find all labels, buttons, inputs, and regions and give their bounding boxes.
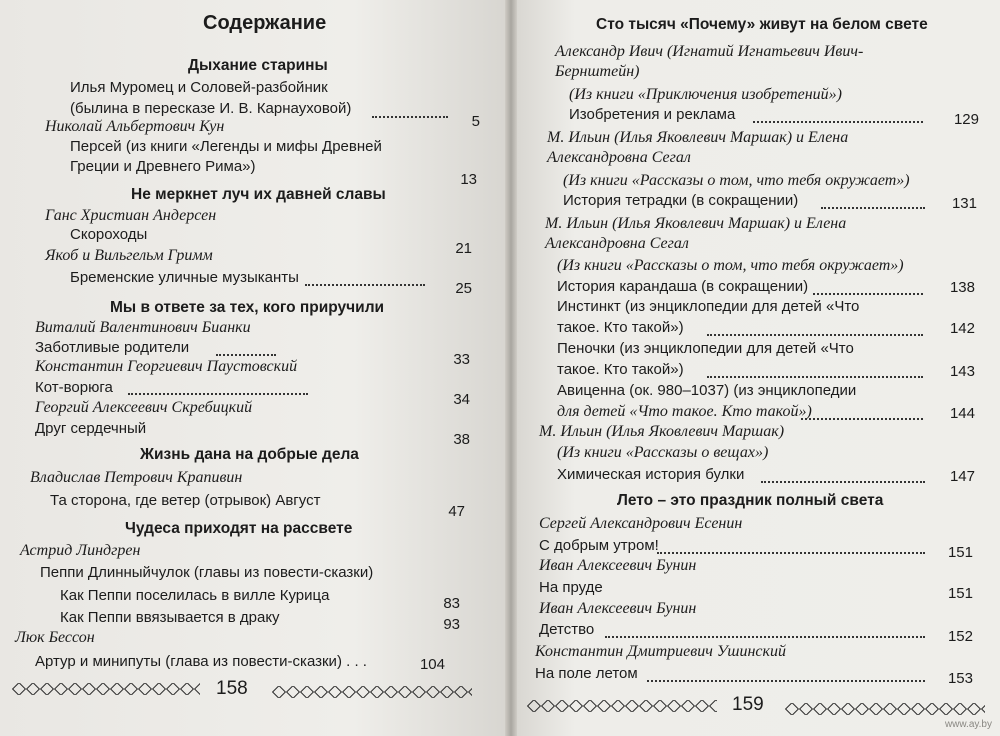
- ornament-border: [12, 683, 200, 695]
- page-ref: 93: [443, 616, 460, 633]
- author-name: Александровна Сегал: [545, 235, 689, 252]
- entry-title: Инстинкт (из энциклопедии для детей «Что: [557, 298, 860, 315]
- page-ref: 143: [949, 363, 975, 380]
- page-ref: 152: [947, 628, 973, 645]
- source-book: (Из книги «Рассказы о том, что тебя окружает»): [563, 172, 910, 189]
- entry-title: Химическая история булки: [557, 466, 745, 483]
- page-ref: 25: [455, 280, 472, 297]
- page-title: Содержание: [203, 12, 327, 34]
- entry-title: Детство: [539, 621, 595, 638]
- entry-title: На поле летом: [535, 665, 638, 682]
- leader-dots: [657, 552, 925, 554]
- book-gutter: [505, 0, 517, 736]
- section-heading: Не меркнет луч их давней славы: [131, 186, 386, 203]
- author-name: Люк Бессон: [15, 629, 95, 646]
- entry-title: такое. Кто такой»): [557, 319, 684, 336]
- entry-title: Скороходы: [70, 226, 148, 243]
- entry-title: История карандаша (в сокращении): [557, 278, 809, 295]
- entry-title: На пруде: [539, 579, 603, 596]
- leader-dots: [305, 284, 425, 286]
- leader-dots: [128, 393, 308, 395]
- entry-title: такое. Кто такой»): [557, 361, 684, 378]
- author-name: Георгий Алексеевич Скребицкий: [35, 399, 253, 416]
- page-ref: 5: [471, 113, 480, 130]
- entry-title: Кот-ворюга: [35, 379, 113, 396]
- page-ref: 142: [949, 320, 975, 337]
- leader-dots: [801, 418, 923, 420]
- author-name: М. Ильин (Илья Яковлевич Маршак) и Елена: [547, 129, 849, 146]
- page-ref: 104: [419, 656, 445, 673]
- ornament-border: [785, 703, 985, 715]
- leader-dots: [707, 334, 923, 336]
- ornament-border: [272, 686, 472, 698]
- entry-title: Илья Муромец и Соловей-разбойник: [70, 79, 328, 96]
- entry-title: С добрым утром!: [539, 537, 659, 554]
- page-ref: 153: [947, 670, 973, 687]
- leader-dots: [761, 481, 925, 483]
- author-name: Астрид Линдгрен: [20, 542, 141, 559]
- leader-dots: [753, 121, 923, 123]
- source-book: (Из книги «Рассказы о вещах»): [557, 444, 769, 461]
- watermark: www.ay.by: [944, 719, 992, 730]
- page-ref: 34: [453, 391, 470, 408]
- entry-title: Артур и минипуты (глава из повести-сказки) . . .: [35, 653, 367, 670]
- author-name: Бернштейн): [555, 63, 640, 80]
- entry-title: Авиценна (ок. 980–1037) (из энциклопедии: [557, 382, 857, 399]
- entry-title: Греции и Древнего Рима»): [70, 158, 256, 175]
- author-name: Константин Дмитриевич Ушинский: [535, 643, 787, 660]
- author-name: Иван Алексеевич Бунин: [539, 557, 697, 574]
- entry-title: Пеппи Длинныйчулок (главы из повести-сказки): [40, 564, 374, 581]
- author-name: Николай Альбертович Кун: [45, 118, 225, 135]
- author-name: Иван Алексеевич Бунин: [539, 600, 697, 617]
- page-ref: 151: [947, 585, 973, 602]
- author-name: Константин Георгиевич Паустовский: [35, 358, 298, 375]
- leader-dots: [647, 680, 925, 682]
- page-number: 159: [732, 694, 764, 715]
- entry-title: Пеночки (из энциклопедии для детей «Что: [557, 340, 854, 357]
- page-ref: 129: [953, 111, 979, 128]
- author-name: Виталий Валентинович Бианки: [35, 319, 251, 336]
- entry-title: История тетрадки (в сокращении): [563, 192, 799, 209]
- page-ref: 47: [448, 503, 465, 520]
- entry-title: Та сторона, где ветер (отрывок) Август: [50, 492, 321, 509]
- author-name: М. Ильин (Илья Яковлевич Маршак) и Елена: [545, 215, 847, 232]
- author-name: Александровна Сегал: [547, 149, 691, 166]
- leader-dots: [813, 293, 923, 295]
- page-ref: 147: [949, 468, 975, 485]
- section-heading: Жизнь дана на добрые дела: [140, 446, 359, 463]
- entry-title: Изобретения и реклама: [569, 106, 736, 123]
- page-ref: 21: [455, 240, 472, 257]
- entry-title: Друг сердечный: [35, 420, 147, 437]
- page-ref: 38: [453, 431, 470, 448]
- page-ref: 83: [443, 595, 460, 612]
- page-ref: 13: [460, 171, 477, 188]
- page-ref: 131: [951, 195, 977, 212]
- entry-title: Персей (из книги «Легенды и мифы Древней: [70, 138, 382, 155]
- right-page: [517, 0, 1000, 736]
- ornament-border: [527, 700, 717, 712]
- author-name: Якоб и Вильгельм Гримм: [45, 247, 213, 264]
- leader-dots: [605, 636, 925, 638]
- author-name: Александр Ивич (Игнатий Игнатьевич Ивич-: [555, 43, 864, 60]
- leader-dots: [216, 354, 276, 356]
- entry-title: Заботливые родители: [35, 339, 190, 356]
- leader-dots: [372, 116, 448, 118]
- author-name: Сергей Александрович Есенин: [539, 515, 743, 532]
- author-name: Владислав Петрович Крапивин: [30, 469, 243, 486]
- leader-dots: [707, 376, 923, 378]
- entry-title: Как Пеппи ввязывается в драку: [60, 609, 280, 626]
- entry-title: для детей «Что такое. Кто такой»): [557, 403, 812, 420]
- entry-title: Как Пеппи поселилась в вилле Курица: [60, 587, 330, 604]
- entry-subtitle: (былина в пересказе И. В. Карнауховой): [70, 100, 352, 117]
- entry-title: Бременские уличные музыканты: [70, 269, 299, 286]
- section-heading: Мы в ответе за тех, кого приручили: [110, 299, 385, 316]
- section-heading: Лето – это праздник полный света: [617, 492, 884, 509]
- page-ref: 151: [947, 544, 973, 561]
- source-book: (Из книги «Приключения изобретений»): [569, 86, 842, 103]
- page-ref: 33: [453, 351, 470, 368]
- page-ref: 138: [949, 279, 975, 296]
- author-name: Ганс Христиан Андерсен: [45, 207, 217, 224]
- section-heading: Чудеса приходят на рассвете: [125, 520, 353, 537]
- section-heading: Сто тысяч «Почему» живут на белом свете: [596, 16, 928, 33]
- source-book: (Из книги «Рассказы о том, что тебя окружает»): [557, 257, 904, 274]
- page-number: 158: [216, 678, 248, 699]
- leader-dots: [821, 207, 925, 209]
- author-name: М. Ильин (Илья Яковлевич Маршак): [539, 423, 785, 440]
- section-heading: Дыхание старины: [188, 57, 328, 74]
- page-ref: 144: [949, 405, 975, 422]
